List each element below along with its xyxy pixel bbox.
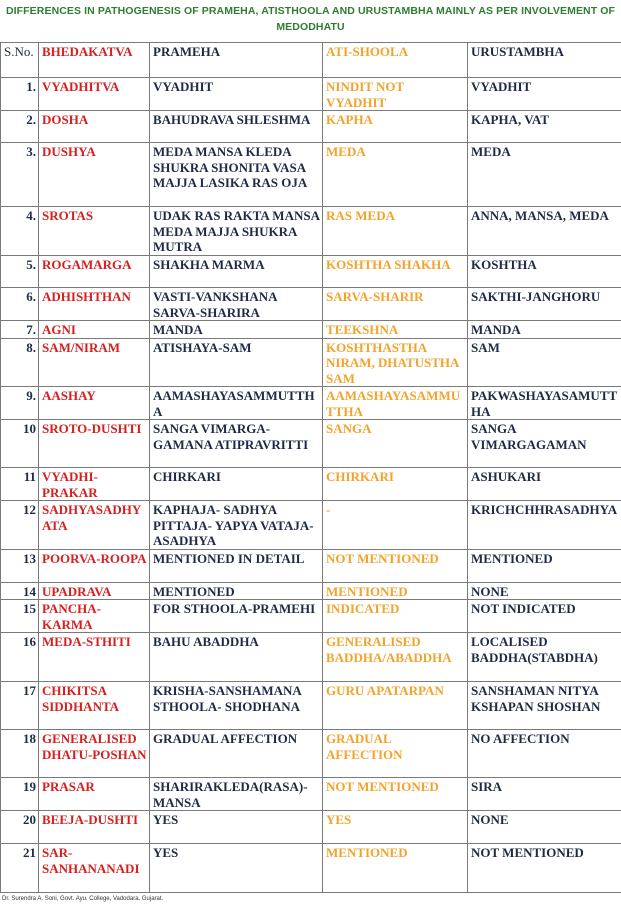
- cell-atishoola: GENERALISED BADDHA/ABADDHA: [323, 633, 468, 682]
- cell-bhedakatva: SAR-SANHANANADI: [39, 844, 150, 893]
- cell-bhedakatva: POORVA-ROOPA: [39, 549, 150, 582]
- cell-atishoola: INDICATED: [323, 600, 468, 633]
- cell-urustambha: SIRA: [468, 778, 621, 811]
- cell-bhedakatva: DUSHYA: [39, 143, 150, 207]
- cell-bhedakatva: CHIKITSA SIDDHANTA: [39, 682, 150, 730]
- table-row: [1, 420, 621, 468]
- cell-prameha: SHARIRAKLEDA(RASA)-MANSA: [150, 778, 323, 811]
- cell-urustambha: SANSHAMAN NITYA KSHAPAN SHOSHAN: [468, 682, 621, 730]
- table-row: [1, 501, 621, 550]
- cell-sno: 4.: [1, 207, 39, 256]
- cell-sno: 10: [1, 420, 39, 468]
- header-sno: S.No.: [1, 43, 39, 78]
- cell-prameha: AAMASHAYASAMMUTTHA: [150, 387, 323, 420]
- table-row: [1, 549, 621, 582]
- table-row: [1, 633, 621, 682]
- header-urustambha: URUSTAMBHA: [468, 43, 621, 78]
- cell-prameha: MEDA MANSA KLEDA SHUKRA SHONITA VASA MAJJA LASIKA RAS OJA: [150, 143, 323, 207]
- table-row: [1, 682, 621, 730]
- comparison-table: [0, 42, 621, 893]
- cell-prameha: BAHU ABADDHA: [150, 633, 323, 682]
- cell-sno: 8.: [1, 338, 39, 387]
- cell-bhedakatva: DOSHA: [39, 111, 150, 143]
- cell-sno: 1.: [1, 78, 39, 111]
- cell-urustambha: ANNA, MANSA, MEDA: [468, 207, 621, 256]
- cell-bhedakatva: UPADRAVA: [39, 582, 150, 600]
- cell-sno: 7.: [1, 321, 39, 339]
- table-row: [1, 78, 621, 111]
- cell-atishoola: NOT MENTIONED: [323, 778, 468, 811]
- cell-urustambha: NONE: [468, 811, 621, 844]
- cell-sno: 16: [1, 633, 39, 682]
- footer-credit: Dr. Surendra A. Soni, Govt. Ayu. College, Vadodara, Gujarat.: [2, 896, 164, 902]
- cell-sno: 12: [1, 501, 39, 550]
- cell-prameha: ATISHAYA-SAM: [150, 338, 323, 387]
- cell-urustambha: MANDA: [468, 321, 621, 339]
- cell-atishoola: YES: [323, 811, 468, 844]
- cell-sno: 20: [1, 811, 39, 844]
- cell-atishoola: MENTIONED: [323, 582, 468, 600]
- cell-sno: 19: [1, 778, 39, 811]
- table-row: [1, 582, 621, 600]
- cell-atishoola: KOSHTHASTHA NIRAM, DHATUSTHA SAM: [323, 338, 468, 387]
- cell-atishoola: AAMASHAYASAMMUTTHA: [323, 387, 468, 420]
- table-header-row: [1, 43, 621, 78]
- cell-prameha: SANGA VIMARGA-GAMANA ATIPRAVRITTI: [150, 420, 323, 468]
- cell-atishoola: SANGA: [323, 420, 468, 468]
- cell-bhedakatva: BEEJA-DUSHTI: [39, 811, 150, 844]
- cell-bhedakatva: GENERALISED DHATU-POSHAN: [39, 730, 150, 778]
- cell-atishoola: MEDA: [323, 143, 468, 207]
- cell-atishoola: NINDIT NOT VYADHIT: [323, 78, 468, 111]
- cell-bhedakatva: ADHISHTHAN: [39, 288, 150, 321]
- header-atishoola: ATI-SHOOLA: [323, 43, 468, 78]
- cell-prameha: KRISHA-SANSHAMANA STHOOLA- SHODHANA: [150, 682, 323, 730]
- cell-urustambha: ASHUKARI: [468, 468, 621, 501]
- cell-sno: 2.: [1, 111, 39, 143]
- cell-sno: 14: [1, 582, 39, 600]
- cell-prameha: YES: [150, 844, 323, 893]
- cell-atishoola: KOSHTHA SHAKHA: [323, 256, 468, 288]
- cell-atishoola: SARVA-SHARIR: [323, 288, 468, 321]
- cell-atishoola: NOT MENTIONED: [323, 549, 468, 582]
- table-row: [1, 256, 621, 288]
- cell-atishoola: GRADUAL AFFECTION: [323, 730, 468, 778]
- table-row: [1, 288, 621, 321]
- cell-sno: 21: [1, 844, 39, 893]
- cell-bhedakatva: AGNI: [39, 321, 150, 339]
- cell-urustambha: SAKTHI-JANGHORU: [468, 288, 621, 321]
- cell-urustambha: MENTIONED: [468, 549, 621, 582]
- table-row: [1, 600, 621, 633]
- header-prameha: PRAMEHA: [150, 43, 323, 78]
- cell-prameha: YES: [150, 811, 323, 844]
- cell-atishoola: TEEKSHNA: [323, 321, 468, 339]
- cell-bhedakatva: MEDA-STHITI: [39, 633, 150, 682]
- header-bhedakatva: BHEDAKATVA: [39, 43, 150, 78]
- cell-urustambha: KAPHA, VAT: [468, 111, 621, 143]
- cell-prameha: FOR STHOOLA-PRAMEHI: [150, 600, 323, 633]
- table-row: [1, 338, 621, 387]
- cell-atishoola: -: [323, 501, 468, 550]
- cell-prameha: MANDA: [150, 321, 323, 339]
- table-row: [1, 321, 621, 339]
- page-title: DIFFERENCES IN PATHOGENESIS OF PRAMEHA, ATISTHOOLA AND URUSTAMBHA MAINLY AS PER INVOLVEMENT OF MEDODHATU: [5, 5, 616, 33]
- cell-prameha: CHIRKARI: [150, 468, 323, 501]
- cell-bhedakatva: AASHAY: [39, 387, 150, 420]
- table-row: [1, 111, 621, 143]
- cell-atishoola: KAPHA: [323, 111, 468, 143]
- cell-urustambha: SAM: [468, 338, 621, 387]
- cell-sno: 13: [1, 549, 39, 582]
- cell-prameha: GRADUAL AFFECTION: [150, 730, 323, 778]
- table-row: [1, 468, 621, 501]
- cell-urustambha: SANGA VIMARGAGAMAN: [468, 420, 621, 468]
- table-row: [1, 778, 621, 811]
- cell-urustambha: NONE: [468, 582, 621, 600]
- cell-bhedakatva: SADHYASADHYATA: [39, 501, 150, 550]
- cell-prameha: BAHUDRAVA SHLESHMA: [150, 111, 323, 143]
- cell-bhedakatva: PRASAR: [39, 778, 150, 811]
- table-row: [1, 730, 621, 778]
- cell-sno: 11: [1, 468, 39, 501]
- cell-atishoola: MENTIONED: [323, 844, 468, 893]
- table-row: [1, 811, 621, 844]
- table-row: [1, 387, 621, 420]
- cell-urustambha: NOT MENTIONED: [468, 844, 621, 893]
- cell-sno: 15: [1, 600, 39, 633]
- cell-urustambha: LOCALISED BADDHA(STABDHA): [468, 633, 621, 682]
- cell-bhedakatva: SROTO-DUSHTI: [39, 420, 150, 468]
- cell-urustambha: KOSHTHA: [468, 256, 621, 288]
- cell-sno: 18: [1, 730, 39, 778]
- cell-sno: 5.: [1, 256, 39, 288]
- cell-bhedakatva: VYADHI-PRAKAR: [39, 468, 150, 501]
- cell-atishoola: GURU APATARPAN: [323, 682, 468, 730]
- cell-prameha: VYADHIT: [150, 78, 323, 111]
- cell-bhedakatva: SAM/NIRAM: [39, 338, 150, 387]
- cell-sno: 9.: [1, 387, 39, 420]
- cell-prameha: SHAKHA MARMA: [150, 256, 323, 288]
- cell-bhedakatva: VYADHITVA: [39, 78, 150, 111]
- cell-sno: 6.: [1, 288, 39, 321]
- cell-urustambha: PAKWASHAYASAMUTTHA: [468, 387, 621, 420]
- cell-prameha: MENTIONED: [150, 582, 323, 600]
- cell-urustambha: NOT INDICATED: [468, 600, 621, 633]
- cell-urustambha: NO AFFECTION: [468, 730, 621, 778]
- cell-sno: 17: [1, 682, 39, 730]
- cell-sno: 3.: [1, 143, 39, 207]
- cell-prameha: KAPHAJA- SADHYA PITTAJA- YAPYA VATAJA- ASADHYA: [150, 501, 323, 550]
- cell-bhedakatva: PANCHA-KARMA: [39, 600, 150, 633]
- cell-bhedakatva: SROTAS: [39, 207, 150, 256]
- cell-bhedakatva: ROGAMARGA: [39, 256, 150, 288]
- cell-prameha: VASTI-VANKSHANA SARVA-SHARIRA: [150, 288, 323, 321]
- cell-prameha: MENTIONED IN DETAIL: [150, 549, 323, 582]
- cell-urustambha: KRICHCHHRASADHYA: [468, 501, 621, 550]
- table-row: [1, 207, 621, 256]
- cell-urustambha: MEDA: [468, 143, 621, 207]
- cell-atishoola: RAS MEDA: [323, 207, 468, 256]
- table-row: [1, 844, 621, 893]
- cell-urustambha: VYADHIT: [468, 78, 621, 111]
- cell-atishoola: CHIRKARI: [323, 468, 468, 501]
- table-row: [1, 143, 621, 207]
- cell-prameha: UDAK RAS RAKTA MANSA MEDA MAJJA SHUKRA MUTRA: [150, 207, 323, 256]
